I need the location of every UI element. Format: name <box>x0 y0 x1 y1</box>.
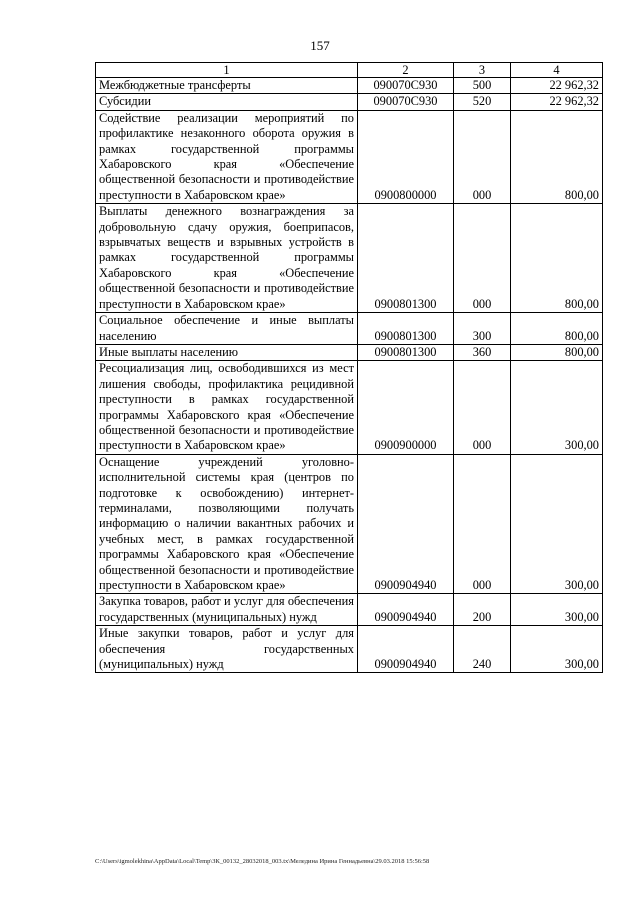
row-sum: 800,00 <box>511 204 603 313</box>
row-code: 0900801300 <box>358 204 454 313</box>
row-code: 0900904940 <box>358 594 454 626</box>
row-sum: 300,00 <box>511 594 603 626</box>
row-vr: 500 <box>454 78 511 94</box>
header-col-3: 3 <box>454 63 511 78</box>
table-row <box>96 94 603 110</box>
row-sum: 22 962,32 <box>511 78 603 94</box>
row-name: Ресоциализация лиц, освободившихся из мест лишения свободы, профилактика рецидивной преступности в рамках государственной программы Хабаровского края «Обеспечение общественной безопасности и противодействие преступности в Хабаровском крае» <box>96 361 358 454</box>
table-row <box>96 204 603 313</box>
row-name: Межбюджетные трансферты <box>96 78 358 94</box>
row-vr: 200 <box>454 594 511 626</box>
table-row <box>96 361 603 454</box>
row-code: 0900904940 <box>358 626 454 673</box>
header-row <box>96 63 603 78</box>
row-sum: 800,00 <box>511 110 603 203</box>
row-code: 090070С930 <box>358 78 454 94</box>
row-name: Иные закупки товаров, работ и услуг для обеспечения государственных (муниципальных) нужд <box>96 626 358 673</box>
row-name: Субсидии <box>96 94 358 110</box>
row-vr: 000 <box>454 110 511 203</box>
row-sum: 22 962,32 <box>511 94 603 110</box>
row-sum: 800,00 <box>511 313 603 345</box>
table-row <box>96 110 603 203</box>
row-code: 0900900000 <box>358 361 454 454</box>
budget-table <box>95 62 603 673</box>
row-name: Иные выплаты населению <box>96 344 358 360</box>
row-vr: 300 <box>454 313 511 345</box>
row-vr: 520 <box>454 94 511 110</box>
row-name: Оснащение учреждений уголовно-исполнительной системы края (центров по подготовке к освобождению) интернет-терминалами, позволяющими получать информацию о наличии вакантных рабочих и учебных мест, в рамках государственной программы Хабаровского края «Обеспечение общественной безопасности и противодействие преступности в Хабаровском крае» <box>96 454 358 594</box>
row-vr: 240 <box>454 626 511 673</box>
table-row <box>96 313 603 345</box>
header-col-4: 4 <box>511 63 603 78</box>
row-code: 0900904940 <box>358 454 454 594</box>
row-name: Содействие реализации мероприятий по профилактике незаконного оборота оружия в рамках государственной программы Хабаровского края «Обеспечение общественной безопасности и противодействие преступности в Хабаровском крае» <box>96 110 358 203</box>
row-name: Закупка товаров, работ и услуг для обеспечения государственных (муниципальных) нужд <box>96 594 358 626</box>
header-col-1: 1 <box>96 63 358 78</box>
table-row <box>96 594 603 626</box>
row-code: 0900800000 <box>358 110 454 203</box>
table-row <box>96 454 603 594</box>
row-sum: 300,00 <box>511 454 603 594</box>
row-name: Социальное обеспечение и иные выплаты населению <box>96 313 358 345</box>
row-name: Выплаты денежного вознаграждения за добровольную сдачу оружия, боеприпасов, взрывчатых веществ и взрывных устройств в рамках государственной программы Хабаровского края «Обеспечение общественной безопасности и противодействие преступности в Хабаровском крае» <box>96 204 358 313</box>
row-sum: 300,00 <box>511 626 603 673</box>
row-code: 0900801300 <box>358 344 454 360</box>
header-col-2: 2 <box>358 63 454 78</box>
row-vr: 360 <box>454 344 511 360</box>
row-vr: 000 <box>454 361 511 454</box>
row-vr: 000 <box>454 204 511 313</box>
row-sum: 800,00 <box>511 344 603 360</box>
row-sum: 300,00 <box>511 361 603 454</box>
row-code: 0900801300 <box>358 313 454 345</box>
table-row <box>96 626 603 673</box>
table-row <box>96 78 603 94</box>
row-code: 090070С930 <box>358 94 454 110</box>
table-row <box>96 344 603 360</box>
page-number: 157 <box>310 38 330 53</box>
footer-file-path: C:\Users\igmolekhina\AppData\Local\Temp\ЗК_00132_28032018_003.tx\Меледина Ирина Геннадьевна\29.03.2018 15:56:58 <box>95 858 430 865</box>
row-vr: 000 <box>454 454 511 594</box>
